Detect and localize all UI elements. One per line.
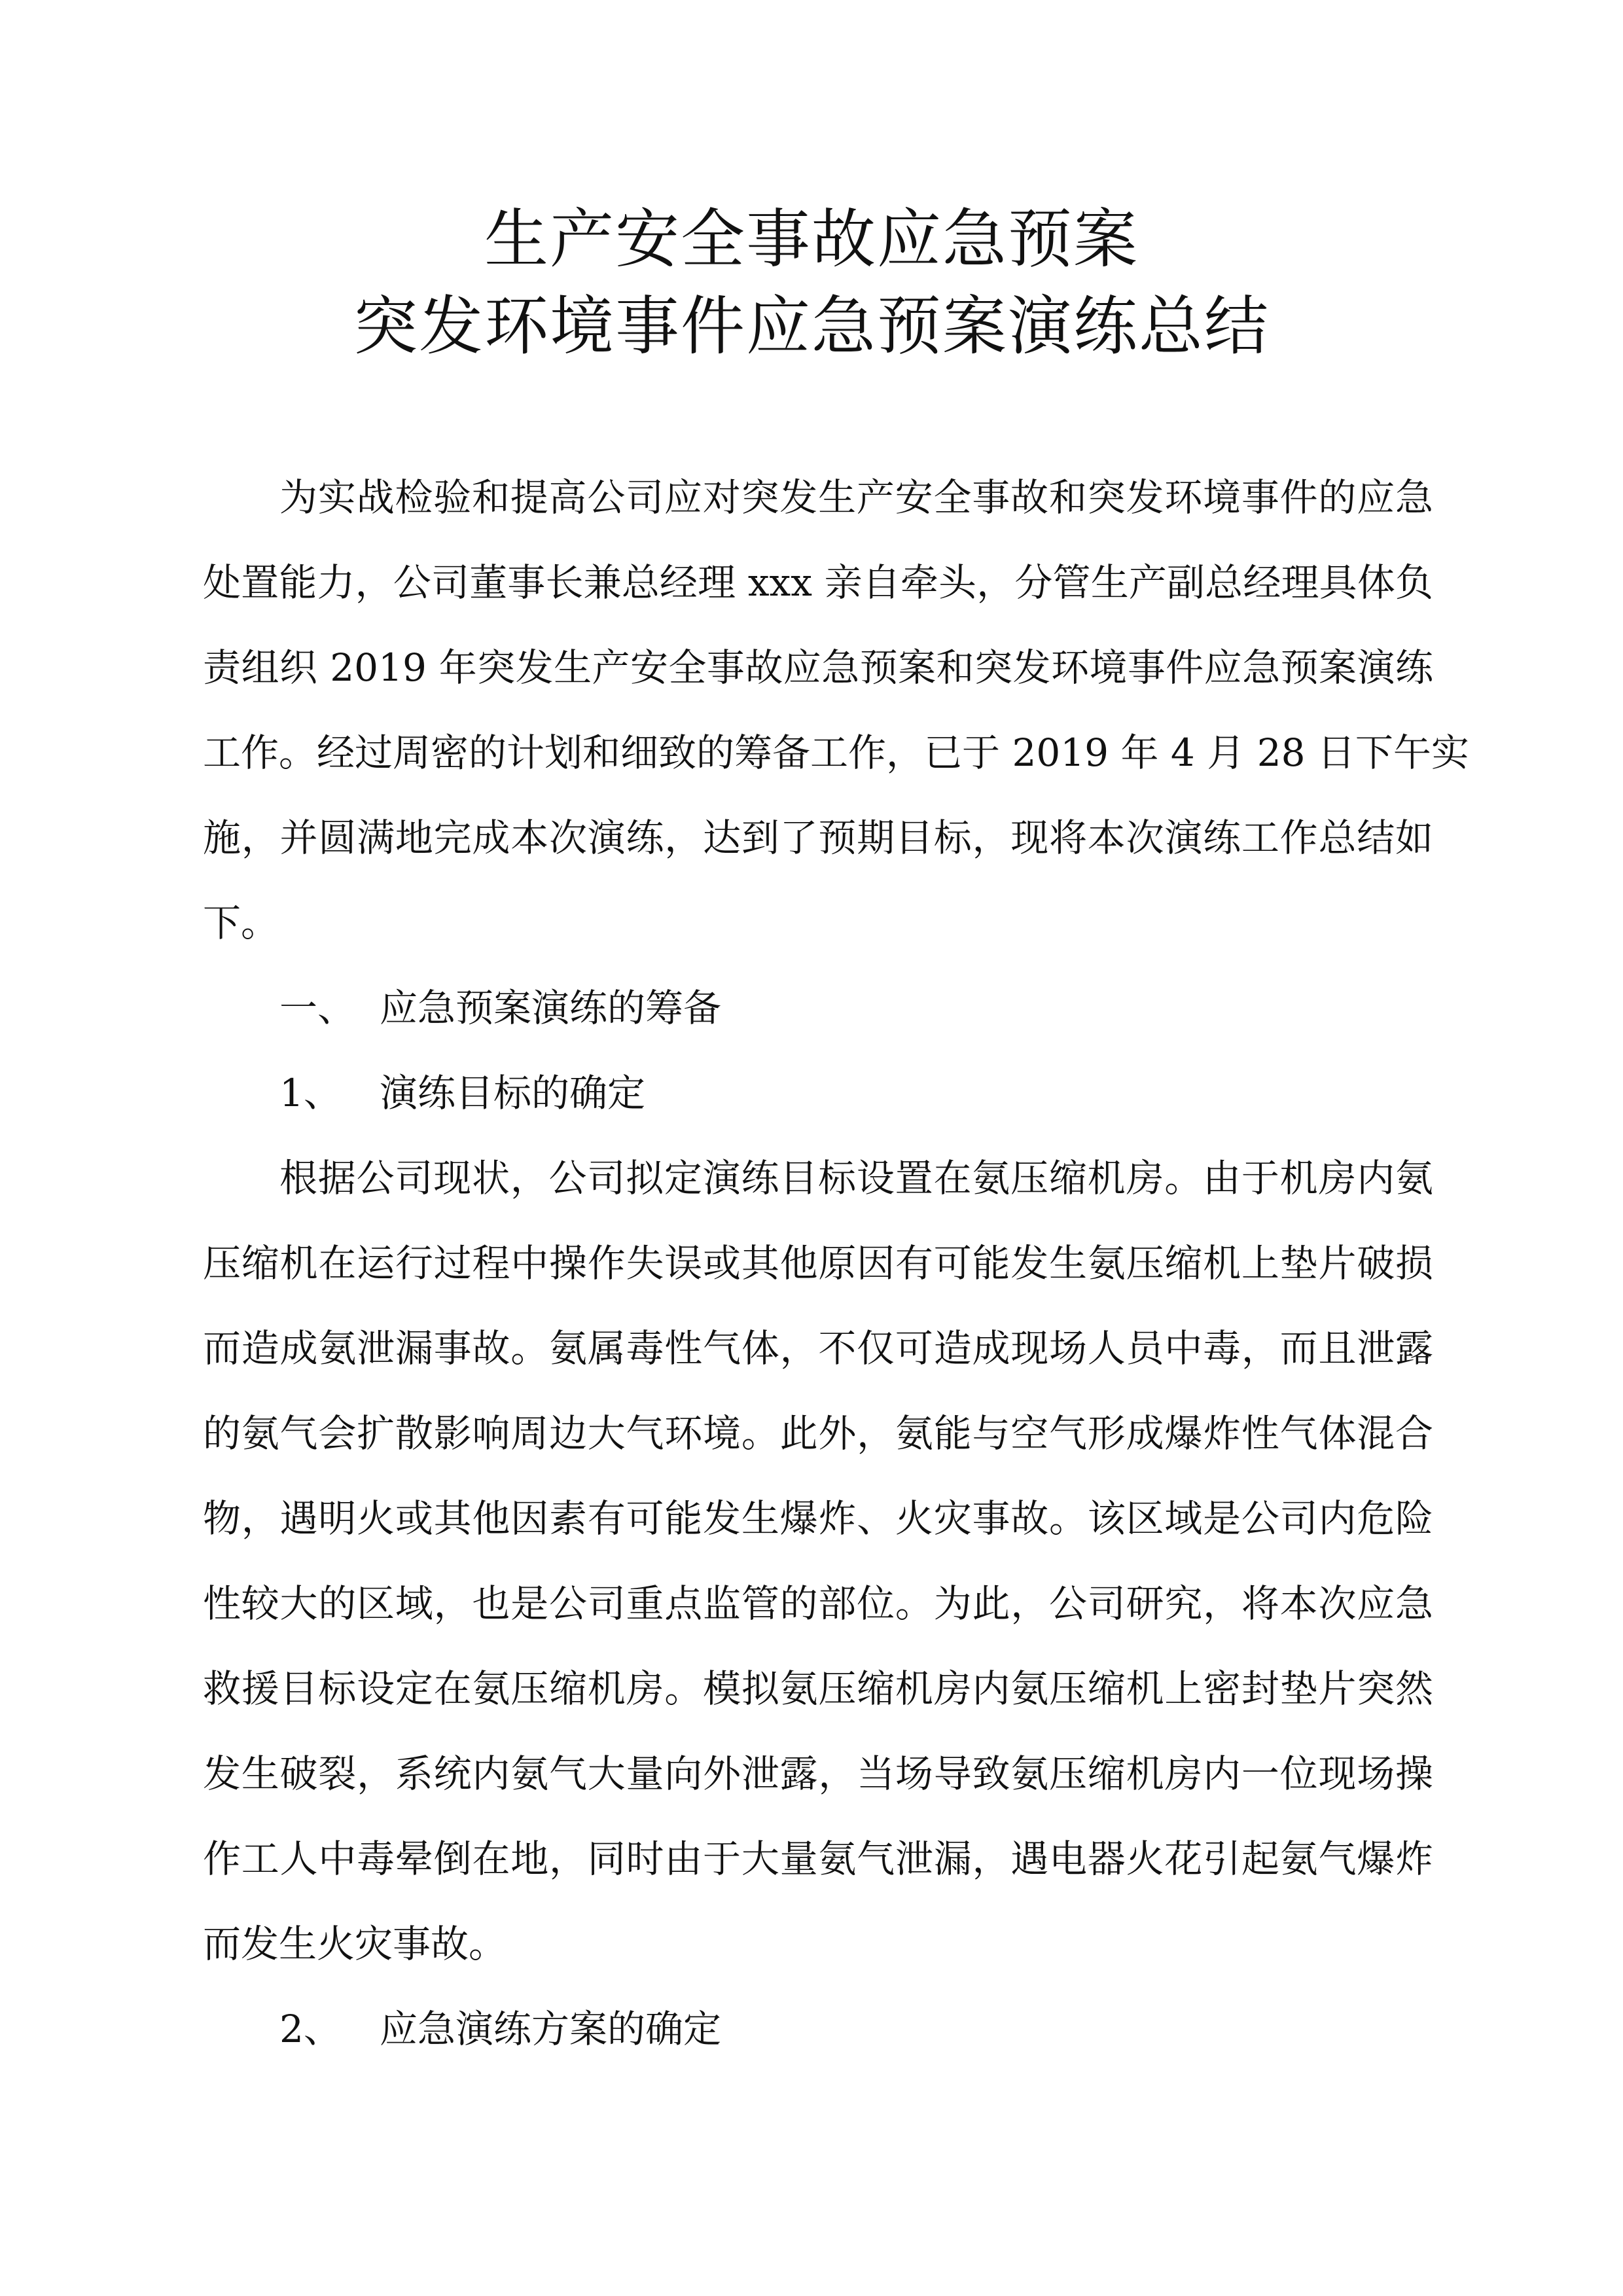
para-line: 压缩机在运行过程中操作失误或其他原因有可能发生氨压缩机上垫片破损 <box>203 1241 1433 1285</box>
intro-line: 处置能力，公司董事长兼总经理 xxx 亲自牵头，分管生产副总经理具体负 <box>203 560 1433 605</box>
subsection-number: 2、 <box>279 2007 342 2051</box>
para-line: 发生破裂，系统内氨气大量向外泄露，当场导致氨压缩机房内一位现场操 <box>203 1751 1433 1796</box>
para-line: 的氨气会扩散影响周边大气环境。此外，氨能与空气形成爆炸性气体混合 <box>203 1411 1433 1456</box>
para-line: 而造成氨泄漏事故。氨属毒性气体，不仅可造成现场人员中毒，而且泄露 <box>203 1326 1433 1371</box>
para-line: 根据公司现状，公司拟定演练目标设置在氨压缩机房。由于机房内氨 <box>279 1156 1433 1200</box>
para-line: 救援目标设定在氨压缩机房。模拟氨压缩机房内氨压缩机上密封垫片突然 <box>203 1666 1433 1711</box>
intro-line: 施，并圆满地完成本次演练，达到了预期目标，现将本次演练工作总结如 <box>203 816 1433 860</box>
intro-line: 工作。经过周密的计划和细致的筹备工作，已于 2019 年 4 月 28 日下午实 <box>203 730 1469 775</box>
intro-line: 责组织 2019 年突发生产安全事故应急预案和突发环境事件应急预案演练 <box>203 645 1433 690</box>
subsection-heading-2 <box>203 1986 1433 2072</box>
section-title: 应急预案演练的筹备 <box>380 986 722 1030</box>
para-line: 作工人中毒晕倒在地，同时由于大量氨气泄漏，遇电器火花引起氨气爆炸 <box>203 1837 1433 1881</box>
subsection-heading-1 <box>203 1050 1433 1136</box>
document-body <box>203 455 1469 2072</box>
para-line: 而发生火灾事故。 <box>203 1922 507 1966</box>
intro-line: 为实战检验和提高公司应对突发生产安全事故和突发环境事件的应急 <box>279 475 1433 520</box>
subsection-title: 应急演练方案的确定 <box>380 2007 722 2051</box>
subsection-number: 1、 <box>279 1071 342 1115</box>
para-line: 性较大的区域，也是公司重点监管的部位。为此，公司研究，将本次应急 <box>203 1581 1433 1626</box>
section-number: 一、 <box>279 986 356 1030</box>
document-title-line1: 生产安全事故应急预案 <box>484 202 1139 277</box>
subsection-title: 演练目标的确定 <box>380 1071 646 1115</box>
document-title-line2: 突发环境事件应急预案演练总结 <box>353 289 1270 364</box>
intro-line: 下。 <box>203 901 279 945</box>
section-heading-1 <box>203 965 1433 1050</box>
para-line: 物，遇明火或其他因素有可能发生爆炸、火灾事故。该区域是公司内危险 <box>203 1496 1433 1541</box>
